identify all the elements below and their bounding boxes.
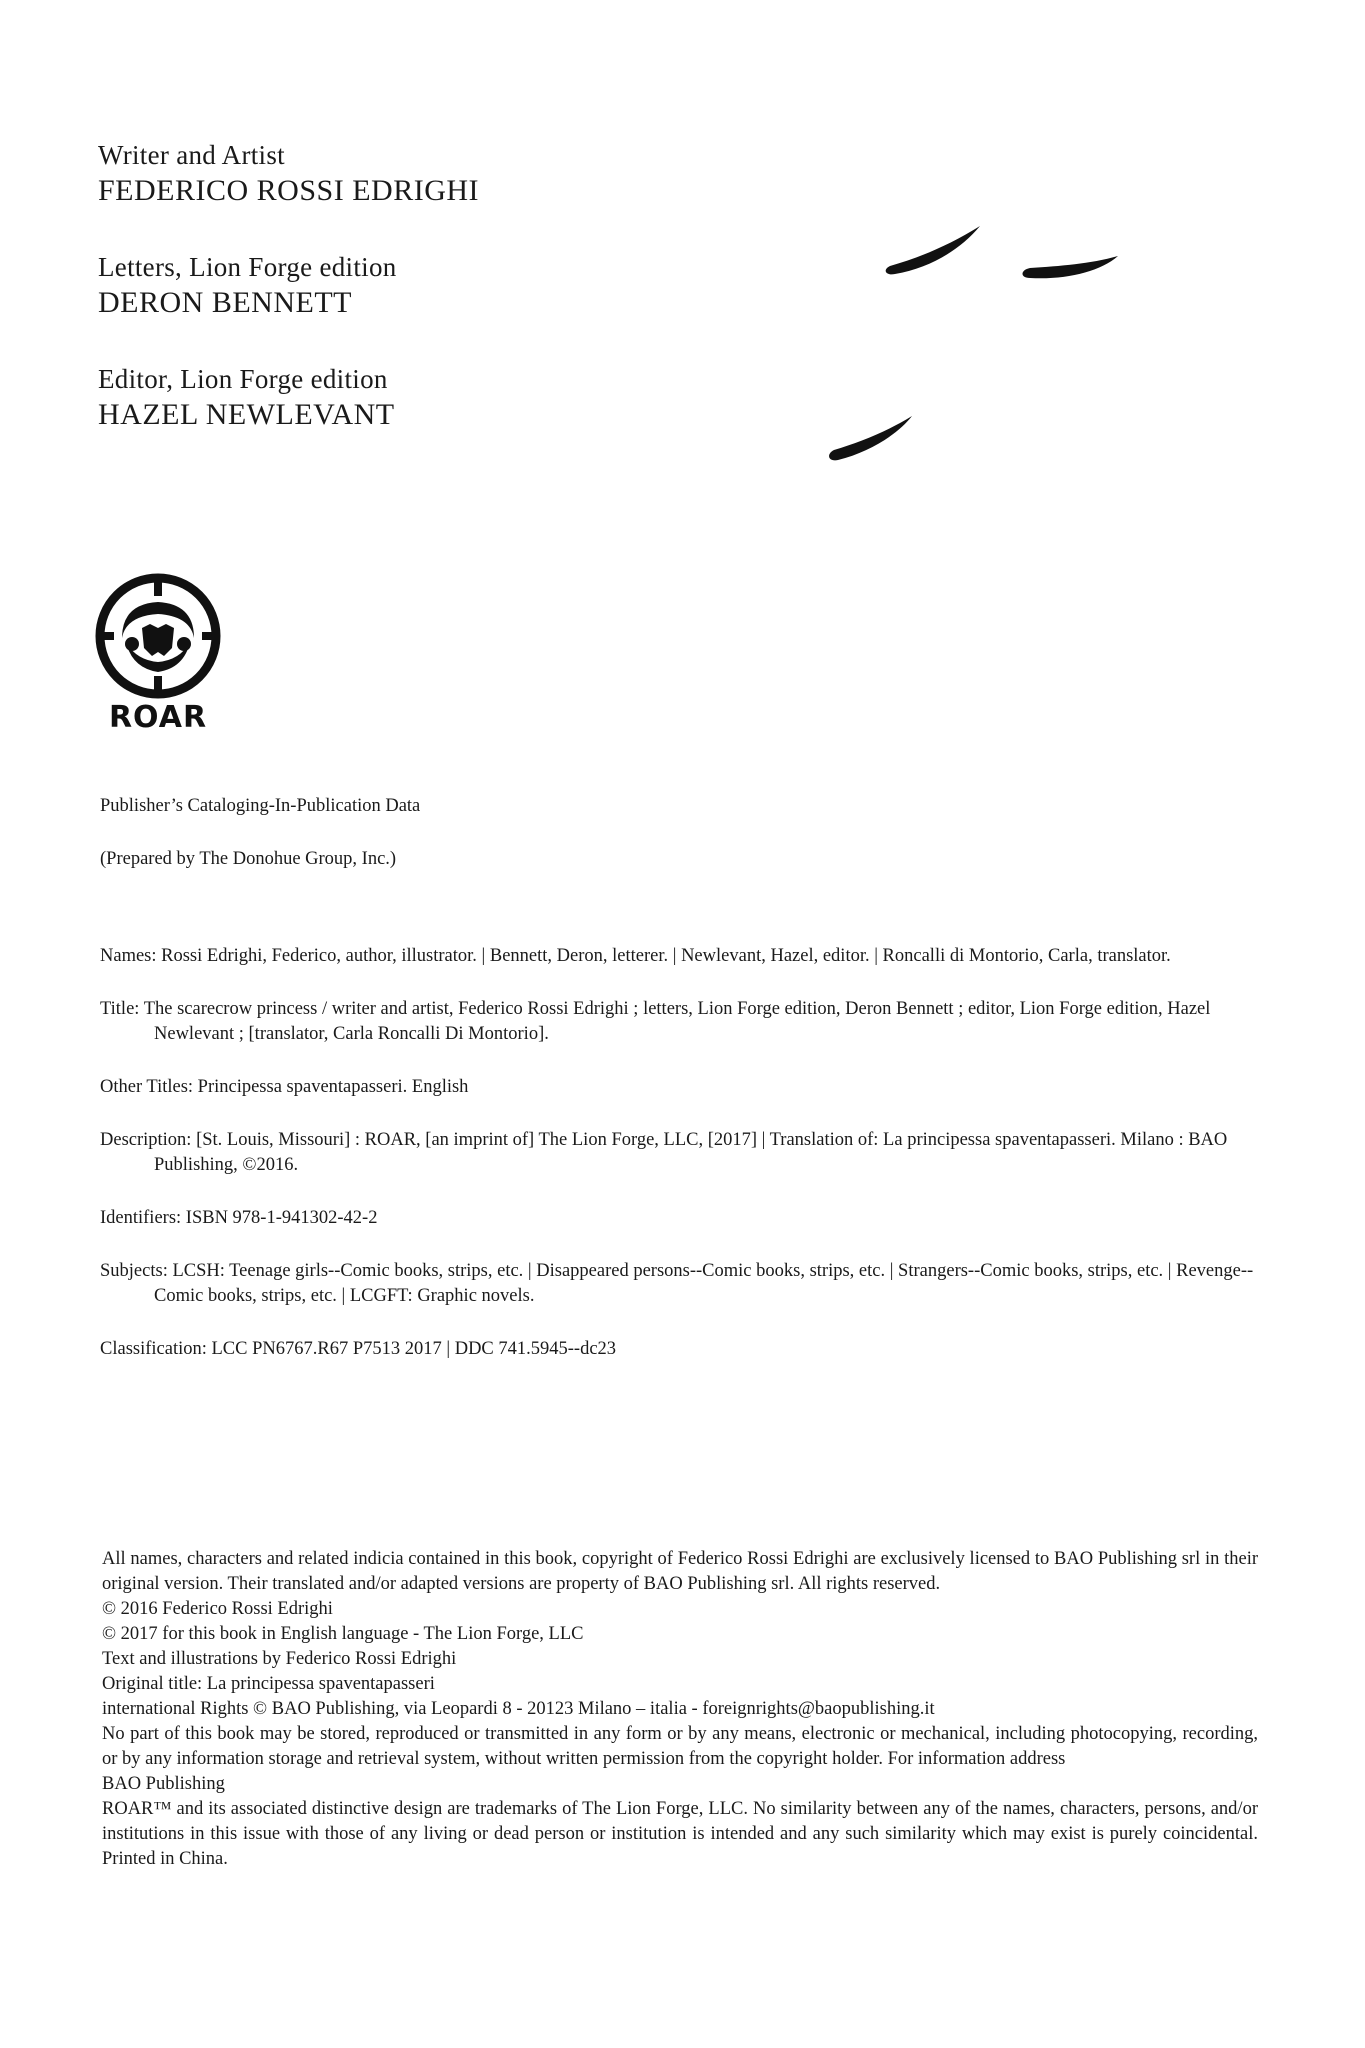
trademark-notice: ROAR™ and its associated distinctive design are trademarks of The Lion Forge, LLC. No similarity between any of the names, characters, persons, and/or institutions in this issue with those of any living or dead person or institution is intended and any such similarity which may exist is purely coincidental. Printed in China. [102, 1799, 1258, 1869]
lion-emblem-icon [92, 572, 224, 700]
original-title: Original title: La principessa spaventapasseri [102, 1674, 435, 1694]
credit-editor [98, 362, 798, 434]
cip-subjects: Subjects: LCSH: Teenage girls--Comic books, strips, etc. | Disappeared persons--Comic books, strips, etc. | Strangers--Comic books, strips, etc. | Revenge--Comic books, strips, etc. | LCGFT: Graphic novels. [100, 1261, 1254, 1306]
credit-role: Writer and Artist [98, 140, 285, 170]
cip-identifiers: Identifiers: ISBN 978-1-941302-42-2 [100, 1208, 378, 1228]
cip-prepared-by: (Prepared by The Donohue Group, Inc.) [100, 849, 397, 869]
credit-name: DERON BENNETT [98, 286, 352, 319]
logo-wordmark: ROAR [108, 700, 208, 735]
cip-other-titles: Other Titles: Principessa spaventapasseri. English [100, 1077, 469, 1097]
credit-role: Editor, Lion Forge edition [98, 364, 388, 394]
reproduction-notice: No part of this book may be stored, reproduced or transmitted in any form or by any means, electronic or mechanical, including photocopying, recording, or by any information storage and retrieval system, without written permission from the copyright holder. For information address [102, 1724, 1258, 1769]
cip-description: Description: [St. Louis, Missouri] : ROAR, [an imprint of] The Lion Forge, LLC, [2017] | Translation of: La principessa spaventapasseri. Milano : BAO Publishing, ©2016. [100, 1130, 1228, 1175]
feather-icon [886, 226, 980, 274]
copyright-2016: © 2016 Federico Rossi Edrighi [102, 1599, 333, 1619]
text-illustrations-credit: Text and illustrations by Federico Rossi Edrighi [102, 1649, 457, 1669]
credit-name: HAZEL NEWLEVANT [98, 398, 395, 431]
international-rights: international Rights © BAO Publishing, via Leopardi 8 - 20123 Milano – italia - foreignrights@baopublishing.it [102, 1699, 935, 1719]
cip-block [100, 794, 1265, 1390]
credit-role: Letters, Lion Forge edition [98, 252, 397, 282]
legal-notice [102, 1547, 1258, 1872]
copyright-2017: © 2017 for this book in English language - The Lion Forge, LLC [102, 1624, 584, 1644]
licence-text: All names, characters and related indicia contained in this book, copyright of Federico Rossi Edrighi are exclusively licensed to BAO Publishing srl in their original version. Their translated and/or adapted versions are property of BAO Publishing srl. All rights reserved. [102, 1549, 1258, 1594]
roar-logo [92, 572, 224, 742]
feathers-illustration [820, 220, 1220, 480]
credits [98, 138, 798, 474]
cip-classification: Classification: LCC PN6767.R67 P7513 2017 | DDC 741.5945--dc23 [100, 1339, 617, 1359]
feather-icon [1023, 256, 1119, 278]
cip-title: Title: The scarecrow princess / writer and artist, Federico Rossi Edrighi ; letters, Lion Forge edition, Deron Bennett ; editor, Lion Forge edition, Hazel Newlevant ; [translator, Carla Roncalli Di Montorio]. [100, 999, 1211, 1044]
bao-publishing: BAO Publishing [102, 1774, 225, 1794]
cip-heading: Publisher’s Cataloging-In-Publication Data [100, 796, 421, 816]
cip-names: Names: Rossi Edrighi, Federico, author, illustrator. | Bennett, Deron, letterer. | Newlevant, Hazel, editor. | Roncalli di Montorio, Carla, translator. [100, 946, 1171, 966]
credit-writer-artist [98, 138, 798, 210]
feather-icon [829, 416, 912, 460]
credit-letters [98, 250, 798, 322]
credit-name: FEDERICO ROSSI EDRIGHI [98, 174, 480, 207]
